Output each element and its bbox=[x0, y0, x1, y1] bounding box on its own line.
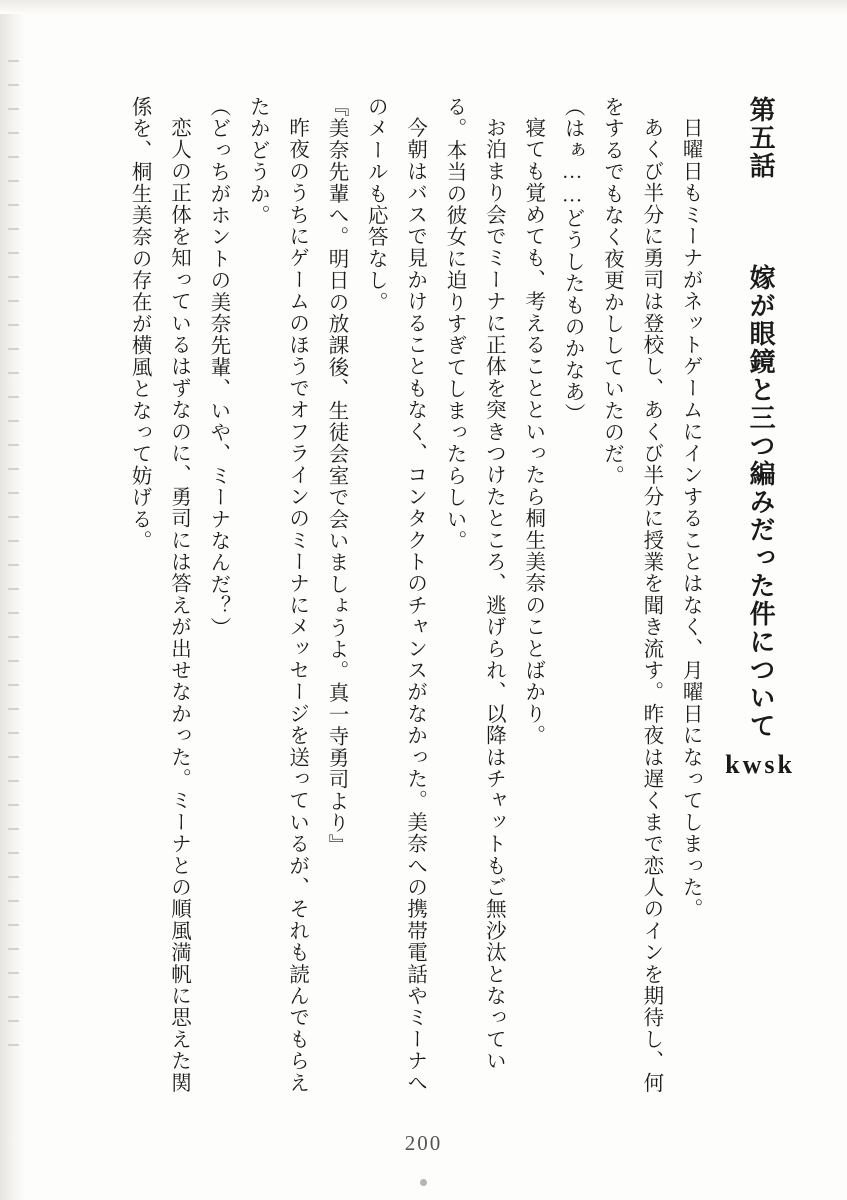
body-paragraph-quote: 『美奈先輩へ。明日の放課後、生徒会室で会いましょうよ。真一寺勇司より』 bbox=[324, 96, 347, 856]
chapter-title-latin: kwsk bbox=[725, 750, 795, 779]
body-paragraph: （はぁ……どうしたものかなあ） bbox=[561, 96, 584, 425]
body-paragraph: 恋人の正体を知っているはずなのに、勇司には答えが出せなかった。ミーナとの順風満帆に思えた関係を、桐生美奈の存在が横風となって妨げる。 bbox=[128, 96, 190, 1093]
body-paragraph: あくび半分に勇司は登校し、あくび半分に授業を聞き流す。昨夜は遅くまで恋人のインを期待し、何をするでもなく夜更かししていたのだ。 bbox=[600, 96, 662, 1093]
body-paragraph: 寝ても覚めても、考えることといったら桐生美奈のことばかり。 bbox=[521, 116, 544, 746]
binding-perforation-marks bbox=[8, 60, 22, 1120]
chapter-number: 第五話 bbox=[746, 96, 776, 180]
body-paragraph: お泊まり会でミーナに正体を突きつけたところ、逃げられ、以降はチャットもご無沙汰となっている。本当の彼女に迫りすぎてしまったらしい。 bbox=[443, 96, 505, 1072]
chapter-title: 嫁が眼鏡と三つ編みだった件について bbox=[746, 264, 776, 740]
chapter-heading bbox=[725, 96, 795, 1106]
page-number: 200 bbox=[404, 1131, 443, 1155]
body-paragraph: 日曜日もミーナがネットゲームにインすることはなく、月曜日になってしまった。 bbox=[679, 116, 702, 920]
body-paragraph: （どっちがホントの美奈先輩、いや、ミーナなんだ？） bbox=[206, 96, 229, 639]
body-paragraph: 今朝はバスで見かけることもなく、コンタクトのチャンスがなかった。美奈への携帯電話やミーナへのメールも応答なし。 bbox=[364, 96, 426, 1093]
page-top-edge-shading bbox=[0, 0, 847, 14]
body-paragraph: 昨夜のうちにゲームのほうでオフラインのミーナにメッセージを送っているが、それも読んでもらえたかどうか。 bbox=[246, 96, 308, 1093]
spine-mark-dot bbox=[420, 1179, 427, 1186]
vertical-text-body bbox=[95, 96, 795, 1106]
